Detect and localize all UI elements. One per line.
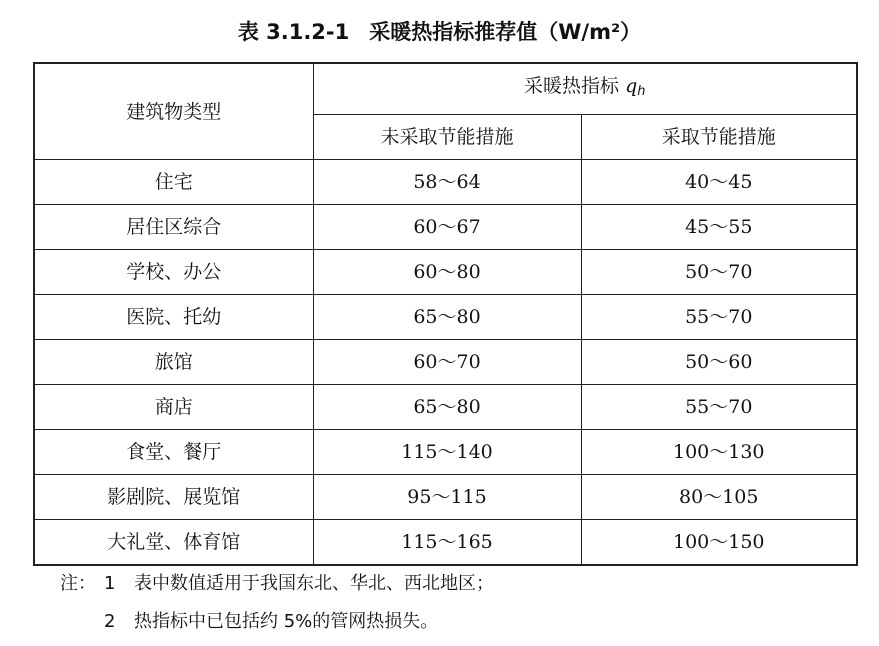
saving-cell: 100～150 [581,520,857,566]
table-row [34,250,857,295]
table-row [34,160,857,205]
saving-cell: 45～55 [581,205,857,250]
no-saving-cell: 65～80 [313,385,581,430]
table-caption [0,16,879,46]
header-no-saving: 未采取节能措施 [313,115,581,160]
saving-cell: 55～70 [581,295,857,340]
saving-cell: 80～105 [581,475,857,520]
table-row [34,205,857,250]
no-saving-cell: 58～64 [313,160,581,205]
note-item [60,603,494,641]
no-saving-cell: 95～115 [313,475,581,520]
building-type-cell: 学校、办公 [34,250,313,295]
table-row [34,340,857,385]
saving-cell: 100～130 [581,430,857,475]
building-type-cell: 医院、托幼 [34,295,313,340]
note-number: 1 [104,573,116,594]
note-item [60,565,494,603]
header-symbol: q [625,75,638,97]
building-type-cell: 影剧院、展览馆 [34,475,313,520]
no-saving-cell: 60～80 [313,250,581,295]
no-saving-cell: 60～70 [313,340,581,385]
no-saving-cell: 115～140 [313,430,581,475]
table-row [34,475,857,520]
header-heating-index [313,63,857,115]
table-number: 表 3.1.2-1 [237,20,350,44]
header-building-type: 建筑物类型 [34,63,313,160]
table-row [34,295,857,340]
no-saving-cell: 65～80 [313,295,581,340]
note-number: 2 [104,611,116,632]
header-heating-index-label: 采暖热指标 [524,75,620,97]
building-type-cell: 住宅 [34,160,313,205]
table-row [34,385,857,430]
table-notes [60,565,494,641]
table-title: 采暖热指标推荐值（W/m²） [369,20,642,44]
notes-prefix: 注： [60,573,96,594]
saving-cell: 55～70 [581,385,857,430]
no-saving-cell: 60～67 [313,205,581,250]
note-text: 表中数值适用于我国东北、华北、西北地区； [134,573,494,594]
building-type-cell: 旅馆 [34,340,313,385]
saving-cell: 50～60 [581,340,857,385]
heating-index-table [33,62,858,566]
table-row [34,430,857,475]
table-row [34,520,857,566]
no-saving-cell: 115～165 [313,520,581,566]
note-text: 热指标中已包括约 5%的管网热损失。 [134,611,439,632]
header-saving: 采取节能措施 [581,115,857,160]
building-type-cell: 食堂、餐厅 [34,430,313,475]
saving-cell: 40～45 [581,160,857,205]
building-type-cell: 居住区综合 [34,205,313,250]
building-type-cell: 大礼堂、体育馆 [34,520,313,566]
saving-cell: 50～70 [581,250,857,295]
building-type-cell: 商店 [34,385,313,430]
header-subscript: h [637,84,646,99]
